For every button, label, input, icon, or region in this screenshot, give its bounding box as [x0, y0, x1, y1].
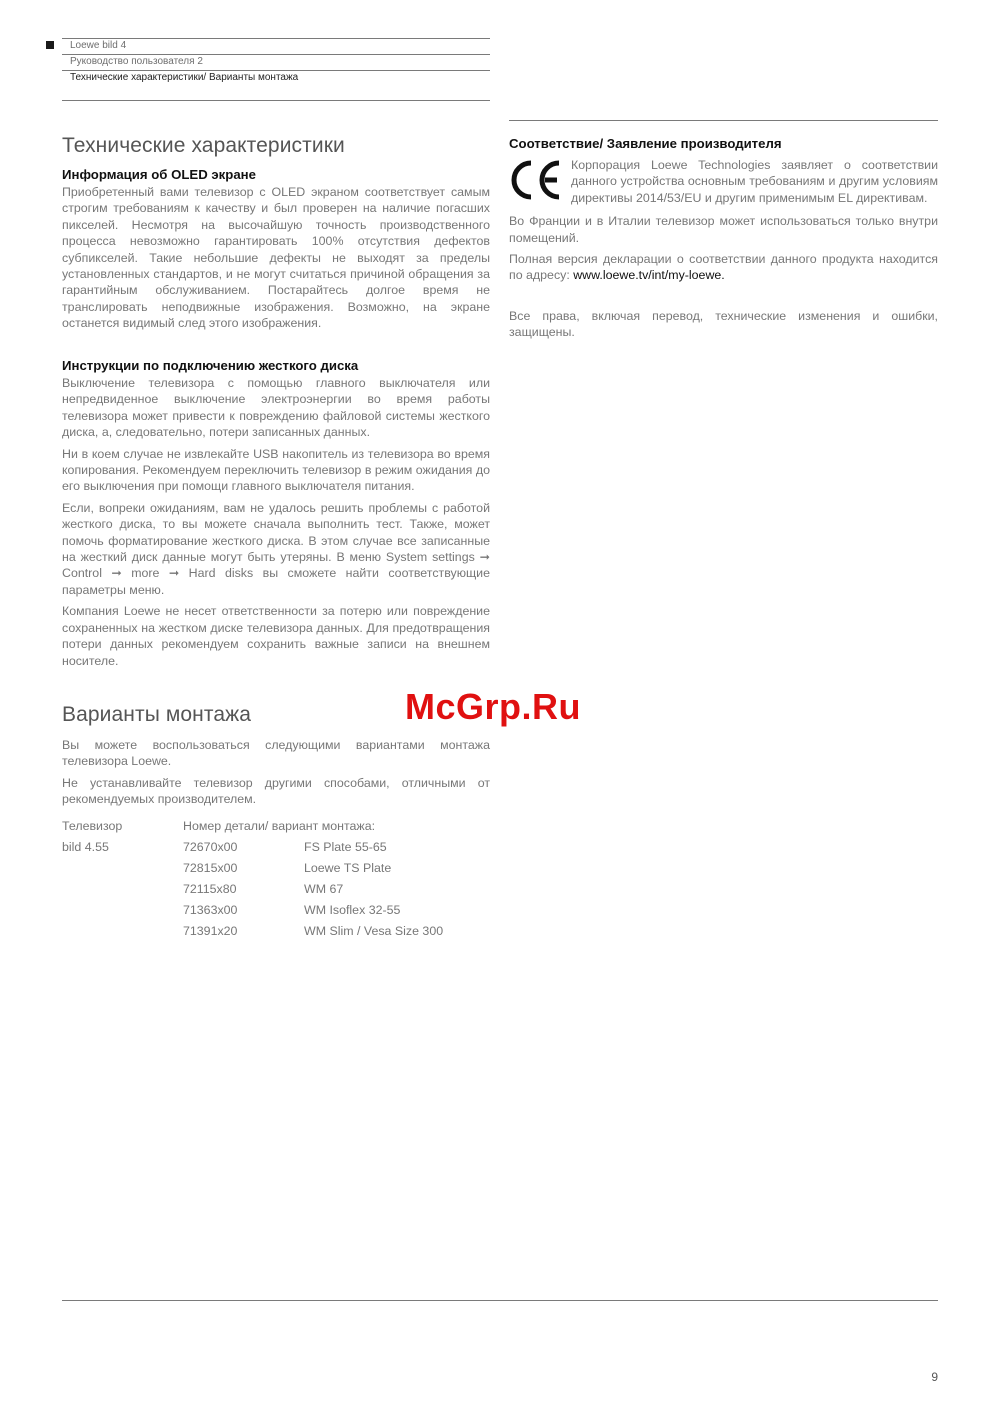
tech-specs-section [62, 134, 490, 337]
hdd-heading: Инструкции по подключению жесткого диска [62, 358, 359, 373]
right-column-rule [509, 120, 938, 121]
footer-rule [62, 1300, 938, 1301]
ce-declaration [509, 157, 938, 211]
declaration-prefix: Полная версия декларации о соответствии данного продукта находится по адресу: [509, 252, 938, 283]
header-marker-square [46, 41, 54, 49]
oled-paragraph: Приобретенный вами телевизор с OLED экраном соответствует самым строгим требованиям к качеству и был проверен на наличие погасших пикселей. Несмотря на высочайшую точность производственного процесса невозможно гарантировать 100% отсутствия дефектов субпикселей. Такие небольшие дефекты не выходят за пределы установленных стандартов, и не могут считаться причиной обращения за гарантийным обслуживанием. Постарайтесь долгое время не транслировать неподвижные изображения. Возможно, на экране останется видимый след этого изображения. [62, 185, 490, 331]
table-row [62, 861, 490, 882]
mounting-table-header [62, 819, 490, 840]
document-header [62, 38, 490, 101]
france-italy-note: Во Франции и в Италии телевизор может использоваться только внутри помещений. [509, 214, 938, 245]
mounting-table [62, 819, 490, 945]
oled-heading: Информация об OLED экране [62, 167, 256, 182]
ce-declaration-text: Корпорация Loewe Technologies заявляет о соответствии данного устройства основным требованиям и другим условиям директивы 2014/53/EU и другим применимым EL директивам. [571, 158, 938, 205]
cell-part: 72670x00 [183, 839, 238, 854]
cell-variant: WM 67 [304, 881, 344, 896]
mounting-section [62, 703, 490, 945]
mounting-paragraph-2: Не устанавливайте телевизор другими способами, отличными от рекомендуемых производителем. [62, 775, 490, 807]
header-manual: Руководство пользователя 2 [70, 56, 203, 67]
cell-part: 71363x00 [183, 902, 238, 917]
mounting-paragraph-1: Вы можете воспользоваться следующими вариантами монтажа телевизора Loewe. [62, 738, 490, 769]
column-tv: Телевизор [62, 818, 123, 833]
table-row [62, 882, 490, 903]
conformity-section [509, 136, 938, 346]
page-number: 9 [931, 1370, 938, 1384]
declaration-location [509, 251, 938, 284]
cell-part: 72115x80 [183, 881, 237, 896]
conformity-heading: Соответствие/ Заявление производителя [509, 136, 782, 151]
header-current-section: Технические характеристики/ Варианты монтажа [70, 72, 299, 83]
column-part: Номер детали/ вариант монтажа: [183, 818, 376, 833]
ce-mark-icon [509, 159, 563, 201]
hdd-section [62, 358, 490, 674]
hdd-paragraph-4: Компания Loewe не несет ответственности за потерю или повреждение сохраненных на жестком диске телевизора данных. Для предотвращения потери данных рекомендуем сохранить важные записи на внешнем носителе. [62, 604, 490, 668]
cell-variant: WM Isoflex 32-55 [304, 902, 401, 917]
cell-variant: Loewe TS Plate [304, 860, 392, 875]
loewe-url-link[interactable]: www.loewe.tv/int/my-loewe. [573, 268, 725, 283]
table-row [62, 840, 490, 861]
hdd-paragraph-2: Ни в коем случае не извлекайте USB накопитель из телевизора во время копирования. Рекомендуем переключить телевизор в режим ожидания до его выключения при помощи главного выключателя питания. [62, 446, 490, 494]
cell-variant: WM Slim / Vesa Size 300 [304, 923, 444, 938]
cell-part: 72815x00 [183, 860, 238, 875]
hdd-paragraph-1: Выключение телевизора с помощью главного выключателя или непредвиденное выключение электроэнергии во время работы телевизора может привести к повреждению файловой системы жесткого диска, а, следовательно, потери записанных данных. [62, 376, 490, 440]
hdd-paragraph-3: Если, вопреки ожиданиям, вам не удалось решить проблемы с работой жесткого диска, то вы можете сначала выполнить тест. Также, может помочь форматирование жесткого диска. В этом случае все записанные на жесткий диск данные могут быть утеряны. В меню System settings ➞ Control ➞ more ➞ Hard disks вы сможете найти соответствующие параметры меню. [62, 500, 490, 597]
watermark-text: McGrp.Ru [405, 686, 582, 727]
cell-variant: FS Plate 55-65 [304, 839, 387, 854]
cell-tv: bild 4.55 [62, 839, 109, 854]
rights-note: Все права, включая перевод, технические изменения и ошибки, защищены. [509, 308, 938, 340]
table-row [62, 903, 490, 924]
header-product: Loewe bild 4 [70, 40, 127, 51]
cell-part: 71391x20 [183, 923, 238, 938]
tech-specs-title: Технические характеристики [62, 134, 345, 157]
table-row [62, 924, 490, 945]
mounting-title: Варианты монтажа [62, 703, 252, 726]
